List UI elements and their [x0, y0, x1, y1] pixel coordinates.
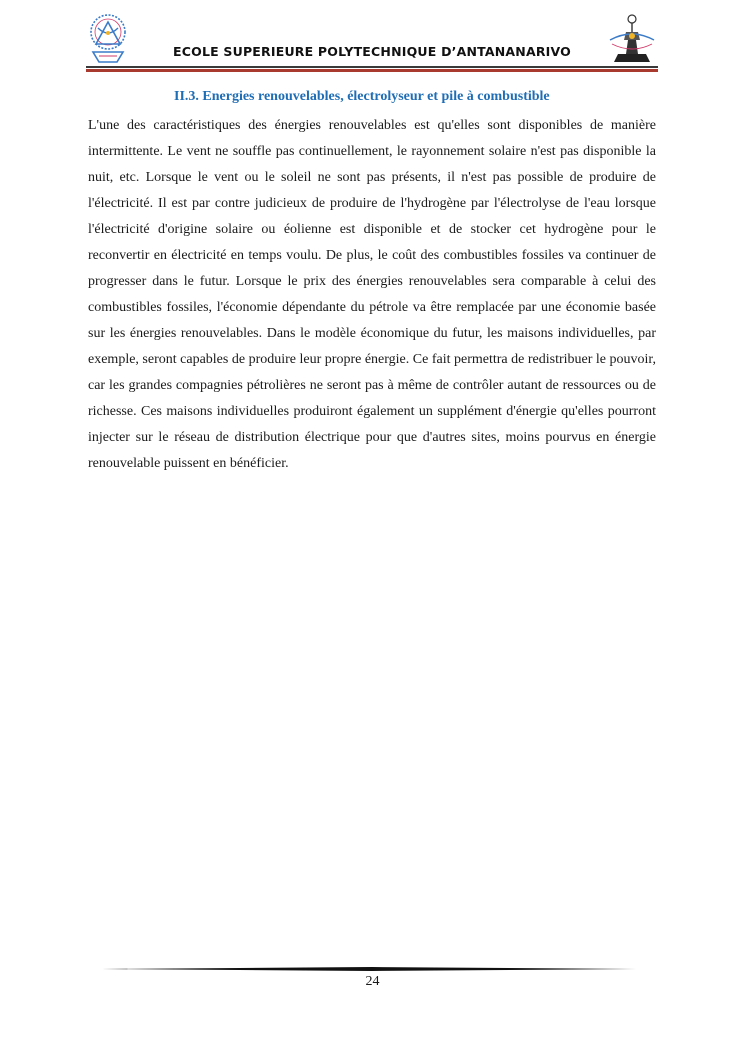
section-title: II.3. Energies renouvelables, électrolyseur et pile à combustible	[174, 89, 550, 104]
school-name-heading: ECOLE SUPERIEURE POLYTECHNIQUE D’ANTANANARIVO	[173, 44, 571, 59]
school-emblem-logo	[86, 12, 130, 68]
department-emblem-logo	[606, 10, 658, 66]
page-header	[86, 8, 658, 72]
page-number: 24	[365, 974, 380, 989]
header-divider-red	[86, 69, 658, 72]
body-paragraph: L'une des caractéristiques des énergies renouvelables est qu'elles sont disponibles de manière intermittente. Le vent ne souffle pas continuellement, le rayonnement solaire n'est pas disponible la nuit, etc. Lorsque le vent ou le soleil ne sont pas présents, il n'est pas possible de produire de l'électricité. Il est par contre judicieux de produire de l'hydrogène par l'électrolyse de l'eau lorsque l'électricité d'origine solaire ou éolienne est disponible et de stocker cet hydrogène pour le reconvertir en électricité en temps voulu. De plus, le coût des combustibles fossiles va continuer de progresser dans le futur. Lorsque le prix des énergies renouvelables sera comparable à celui des combustibles fossiles, l'économie dépendante du pétrole va être remplacée par une économie basée sur les énergies renouvelables. Dans le modèle économique du futur, les maisons individuelles, par exemple, seront capables de produire leur propre énergie. Ce fait permettra de redistribuer le pouvoir, car les grandes compagnies pétrolières ne seront pas à même de contrôler autant de ressources ou de richesse. Ces maisons individuelles produiront également un supplément d'énergie qu'elles pourront injecter sur le réseau de distribution électrique pour que d'autres sites, moins pourvus en énergie renouvelable puissent en bénéficier.	[88, 118, 656, 471]
header-divider-dark	[86, 66, 658, 68]
